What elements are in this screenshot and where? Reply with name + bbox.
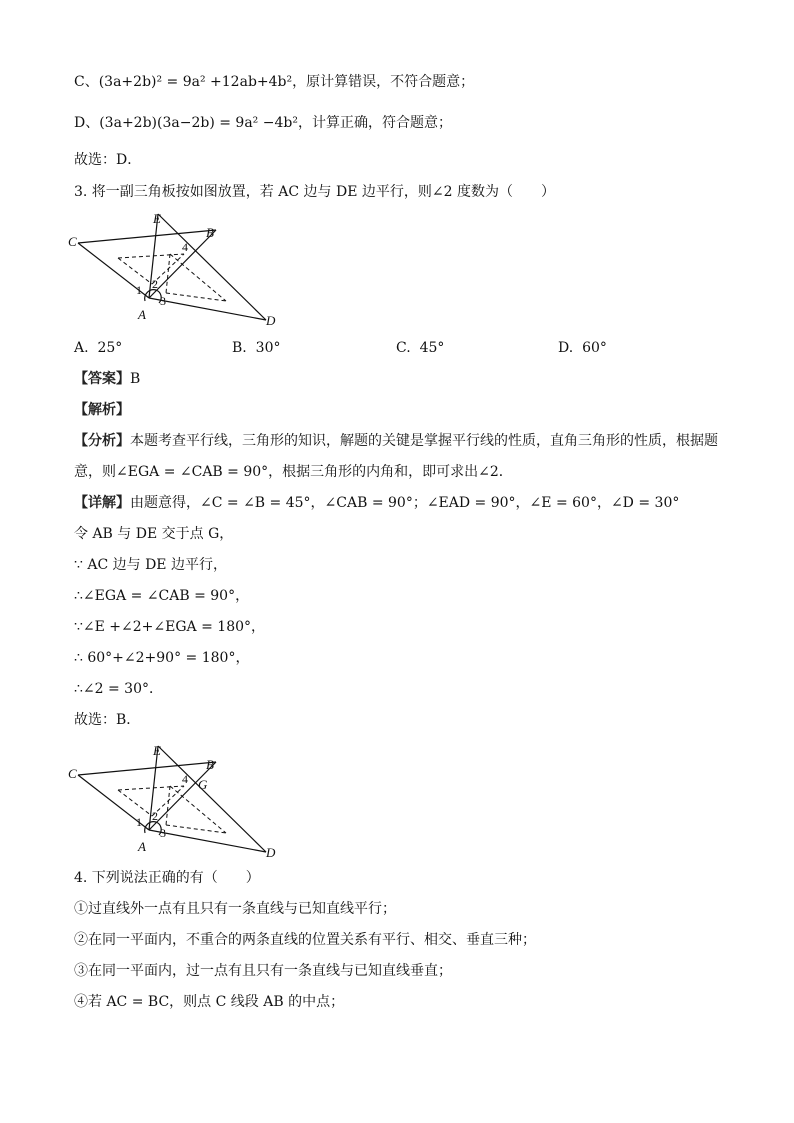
option-c-previous: C、(3a+2b)² = 9a² +12ab+4b²，原计算错误，不符合题意； <box>74 74 475 90</box>
step-3: ∴∠EGA = ∠CAB = 90°， <box>74 588 250 604</box>
q4-item-3: ③在同一平面内，过一点有且只有一条直线与已知直线垂直； <box>74 963 452 979</box>
label-b: B <box>206 757 214 772</box>
q4-item-4: ④若 AC = BC，则点 C 线段 AB 的中点； <box>74 994 345 1010</box>
label-a: A <box>138 839 146 854</box>
answer-line: 【答案】B <box>74 371 141 387</box>
step-6: ∴∠2 = 30°． <box>74 681 163 697</box>
angle-label-4: 4 <box>182 772 188 786</box>
angle-label-3: 3 <box>160 826 166 840</box>
label-g: G <box>198 777 208 792</box>
angle-label-1: 1 <box>136 815 142 829</box>
figure-solution <box>66 740 296 862</box>
label-d: D <box>266 845 276 860</box>
analysis-tag: 【解析】 <box>74 402 130 418</box>
fenxi-line-2: 意，则∠EGA = ∠CAB = 90°，根据三角形的内角和，即可求出∠2． <box>74 464 513 480</box>
step-5: ∴ 60°+∠2+90° = 180°， <box>74 650 250 666</box>
angle-label-2: 2 <box>152 277 158 291</box>
step-4: ∵∠E +∠2+∠EGA = 180°， <box>74 619 266 635</box>
previous-choice: 故选：D． <box>74 152 142 168</box>
option-d-previous: D、(3a+2b)(3a−2b) = 9a² −4b²，计算正确，符合题意； <box>74 115 452 131</box>
label-d: D <box>266 313 276 328</box>
question-4-stem: 4. 下列说法正确的有（ ） <box>74 870 260 886</box>
label-c: C <box>68 234 77 249</box>
final-choice: 故选：B． <box>74 712 141 728</box>
label-e: E <box>153 211 161 226</box>
angle-label-1: 1 <box>136 283 142 297</box>
step-1: 令 AB 与 DE 交于点 G， <box>74 526 234 542</box>
step-2: ∵ AC 边与 DE 边平行， <box>74 557 227 573</box>
label-e: E <box>153 743 161 758</box>
q4-item-2: ②在同一平面内，不重合的两条直线的位置关系有平行、相交、垂直三种； <box>74 932 536 948</box>
fenxi-line-1: 【分析】本题考查平行线，三角形的知识，解题的关键是掌握平行线的性质，直角三角形的性质，根据题 <box>74 433 718 449</box>
q4-item-1: ①过直线外一点有且只有一条直线与已知直线平行； <box>74 901 396 917</box>
angle-label-2: 2 <box>152 809 158 823</box>
option-a: A. 25° <box>74 340 123 356</box>
angle-label-3: 3 <box>160 294 166 308</box>
question-3-stem: 3. 将一副三角板按如图放置，若 AC 边与 DE 边平行，则∠2 度数为（ ） <box>74 184 555 200</box>
label-b: B <box>206 225 214 240</box>
label-c: C <box>68 766 77 781</box>
label-a: A <box>138 307 146 322</box>
angle-label-4: 4 <box>182 240 188 254</box>
figure-q3 <box>66 208 296 330</box>
option-b: B. 30° <box>232 340 281 356</box>
option-d: D. 60° <box>558 340 607 356</box>
option-c: C. 45° <box>396 340 445 356</box>
xiangjie-line: 【详解】由题意得，∠C = ∠B = 45°，∠CAB = 90°；∠EAD = 90°，∠E = 60°，∠D = 30° <box>74 495 680 511</box>
